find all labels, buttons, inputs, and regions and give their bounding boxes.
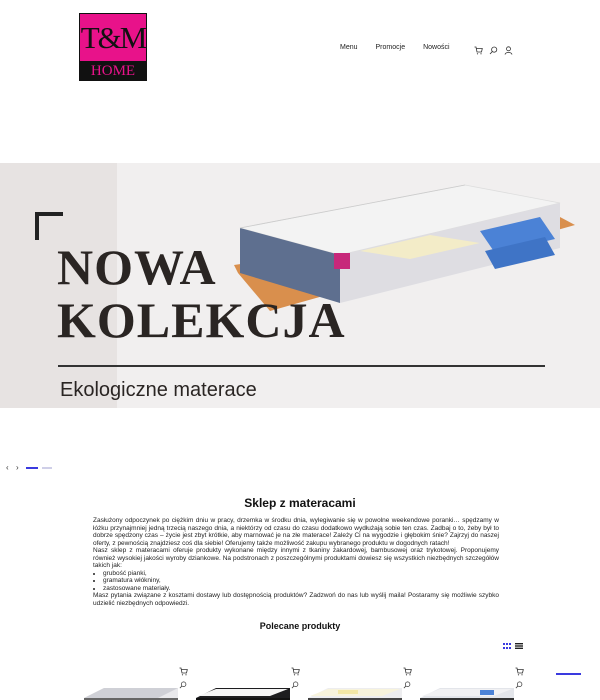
hero-title	[57, 241, 346, 347]
zoom-icon[interactable]	[515, 676, 523, 684]
slider-controls	[6, 463, 52, 473]
slider-prev-icon[interactable]: ‹	[6, 463, 9, 472]
list-item: • zastosowane materiały.	[103, 585, 499, 593]
site-logo[interactable]	[79, 13, 147, 81]
shop-paragraph-1: Zasłużony odpoczynek po ciężkim dniu w pracy, drzemka w środku dnia, wylegiwanie się w powolne weekendowe poranki… spędzamy w łóżku przynajmniej jedną trzecią naszego dnia, a niektórzy od czasu do czasu dodatkowo wydłużają sobie ten czas. Zadbaj o to, żeby był to dobrze spędzony czas – życie jest zbyt krótkie, aby marnować je na złe materace! Zależy Ci na wygodzie i głębokim śnie? Zajrzyj do naszej oferty, z pewnością znajdziesz coś dla siebie! Oferujemy także możliwość zakupu wybranego produktu w dogodnych ratach!	[93, 517, 499, 547]
zoom-icon[interactable]	[403, 676, 411, 684]
product-image[interactable]	[196, 684, 290, 700]
zoom-icon[interactable]	[179, 676, 187, 684]
shop-paragraph-2: Nasz sklep z materacami oferuje produkty wykonane między innymi z tkaniny żakardowej, bambusowej oraz trykotowej. Proponujemy również wysokiej jakości wyroby dziankowe. Na podstronach z poszczególnymi produktami dowiesz się wszystkich niezbędnych szczegółów takich jak:	[93, 547, 499, 569]
cart-icon[interactable]	[515, 663, 524, 672]
product-card[interactable]	[194, 660, 304, 700]
user-icon[interactable]	[504, 42, 513, 51]
product-image[interactable]	[420, 684, 514, 700]
zoom-icon[interactable]	[291, 676, 299, 684]
cart-icon[interactable]	[291, 663, 300, 672]
logo-text-top: T&M	[80, 20, 146, 55]
site-header	[0, 0, 600, 100]
product-card[interactable]	[306, 660, 416, 700]
shop-section-title: Sklep z materacami	[244, 496, 356, 510]
cart-icon[interactable]	[474, 42, 483, 51]
header-icons	[474, 42, 513, 51]
cart-icon[interactable]	[179, 663, 188, 672]
grid-view-icon[interactable]	[503, 636, 511, 642]
main-nav	[340, 40, 450, 56]
nav-nowosci[interactable]: Nowości	[423, 44, 450, 51]
shop-paragraph-3: Masz pytania związane z kosztami dostawy lub dostępnością produktów? Zadzwoń do nas lub wyślij maila! Postaramy się możliwie szybko udzielić niezbędnych odpowiedzi.	[93, 592, 499, 607]
recommended-title: Polecane produkty	[259, 621, 341, 631]
product-image[interactable]	[84, 684, 178, 700]
search-icon[interactable]	[489, 42, 498, 51]
hero-subtitle: Ekologiczne materace	[60, 379, 257, 401]
feature-list	[103, 570, 499, 593]
cart-icon[interactable]	[403, 663, 412, 672]
nav-promocje[interactable]: Promocje	[375, 44, 406, 51]
hero-corner-decoration	[35, 212, 63, 240]
slider-dot[interactable]	[42, 467, 52, 469]
product-card[interactable]	[82, 660, 192, 700]
product-image[interactable]	[308, 684, 402, 700]
slider-dot-active[interactable]	[26, 467, 38, 469]
hero-divider	[58, 365, 545, 367]
view-toggle	[503, 636, 523, 642]
nav-menu[interactable]: Menu	[340, 44, 358, 51]
hero-banner[interactable]	[0, 163, 600, 408]
side-scroll-indicator[interactable]	[556, 673, 581, 675]
list-item: • gramatura włókniny,	[103, 577, 499, 585]
hero-title-line1: NOWA	[57, 239, 217, 295]
slider-next-icon[interactable]: ›	[16, 463, 19, 472]
product-card[interactable]	[418, 660, 528, 700]
list-view-icon[interactable]	[515, 636, 523, 642]
logo-text-bottom: HOME	[80, 61, 146, 81]
list-item: • grubość pianki,	[103, 570, 499, 578]
hero-title-line2: KOLEKCJA	[57, 292, 346, 348]
shop-description	[93, 517, 499, 607]
